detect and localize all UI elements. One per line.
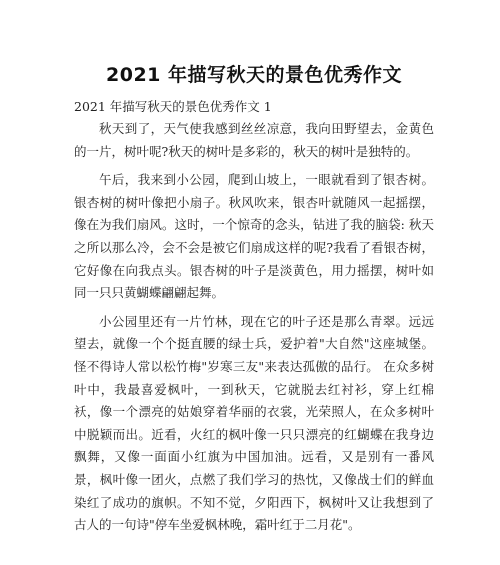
paragraph-2: 午后，我来到小公园，爬到山坡上，一眼就看到了银杏树。银杏树的树叶像把小扇子。秋风吹来，银杏叶就随风一起摇摆，像在为我们扇风。这时，一个惊奇的念头，钻进了我的脑袋: 秋天之所以那么冷，会不会是被它们扇成这样的呢?我看了看银杏树，它好像在向我点头。银杏树的叶子是淡黄色，用力摇摆，树叶如同一只只黄蝴蝶翩翩起舞。 [74, 172, 434, 301]
document-title: 2021 年描写秋天的景色优秀作文 [106, 64, 402, 86]
paragraph-1: 秋天到了，天气使我感到丝丝凉意，我向田野望去，金黄色的一片，树叶呢?秋天的树叶是多彩的，秋天的树叶是独特的。 [74, 121, 434, 159]
section-heading: 2021 年描写秋天的景色优秀作文 1 [74, 99, 272, 114]
paragraph-3: 小公园里还有一片竹林，现在它的叶子还是那么青翠。远远望去，就像一个个挺直腰的绿士兵，爱护着"大自然"这座城堡。怪不得诗人常以松竹梅"岁寒三友"来表达孤傲的品行。 在众多树叶中，我最喜爱枫叶，一到秋天，它就脱去红衬衫，穿上红棉袄，像一个漂亮的姑娘穿着华丽的衣裳，光荣照人，在众多树叶中脱颖而出。近看，火红的枫叶像一只只漂亮的红蝴蝶在我身边飘舞，又像一面面小红旗为中国加油。远看，又是别有一番风景，枫叶像一团火，点燃了我们学习的热忱，又像战士们的鲜血染红了成功的旗帜。不知不觉，夕阳西下，枫树叶又让我想到了古人的一句诗"停车坐爱枫林晚，霜叶红于二月花"。 [74, 313, 434, 533]
